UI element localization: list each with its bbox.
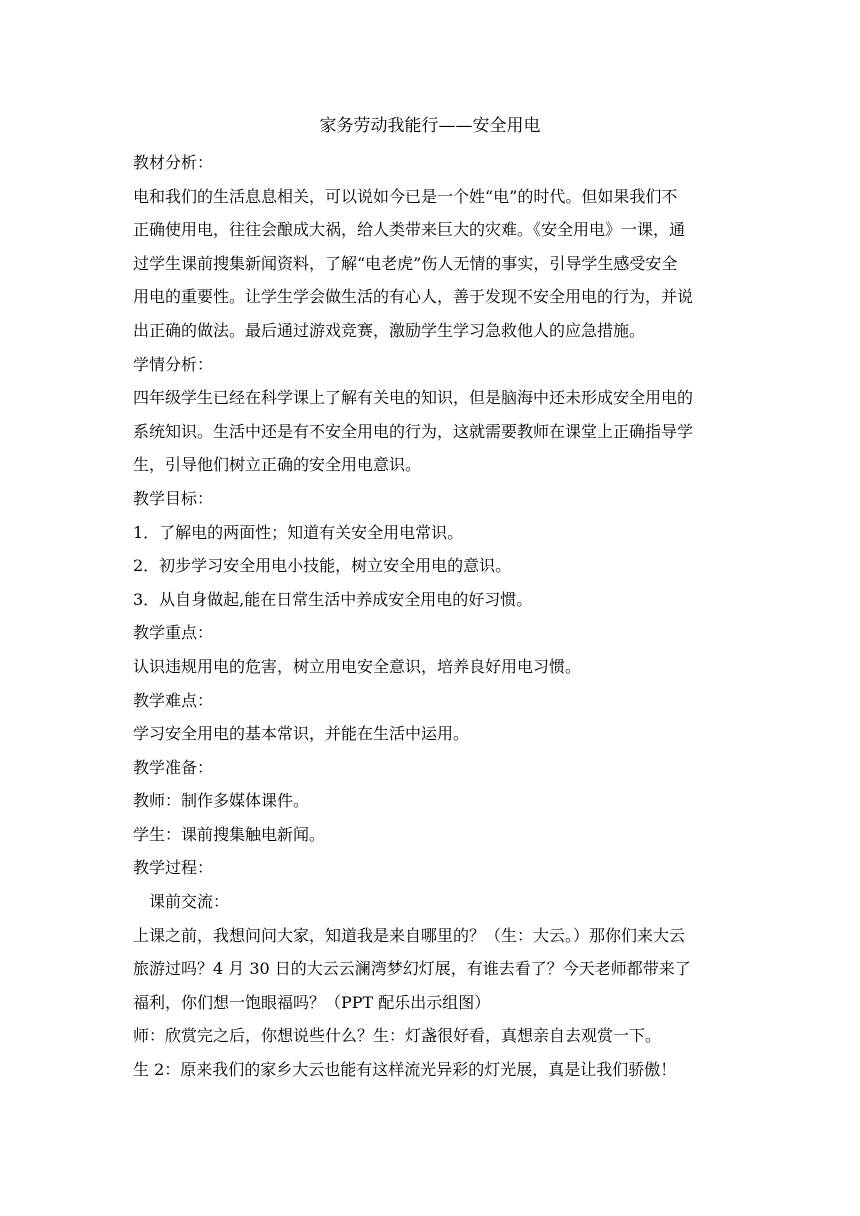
heading-difficulties: 教学难点： bbox=[133, 690, 214, 710]
paragraph-line: 旅游过吗？4 月 30 日的大云云澜湾梦幻灯展，有谁去看了？今天老师都带来了 bbox=[133, 959, 691, 979]
heading-key-points: 教学重点： bbox=[133, 623, 214, 643]
goal-item: 2．初步学习安全用电小技能，树立安全用电的意识。 bbox=[133, 556, 512, 576]
heading-teaching-goals: 教学目标： bbox=[133, 488, 214, 508]
paragraph-line: 用电的重要性。让学生学会做生活的有心人，善于发现不安全用电的行为，并说 bbox=[133, 287, 694, 307]
paragraph-line: 认识违规用电的危害，树立用电安全意识，培养良好用电习惯。 bbox=[133, 656, 582, 676]
paragraph-line: 系统知识。生活中还是有不安全用电的行为，这就需要教师在课堂上正确指导学 bbox=[133, 421, 694, 441]
subheading-pre-class: 课前交流： bbox=[149, 892, 230, 912]
paragraph-line: 福利，你们想一饱眼福吗？（PPT 配乐出示组图） bbox=[133, 992, 491, 1012]
goal-item: 1．了解电的两面性；知道有关安全用电常识。 bbox=[133, 522, 464, 542]
paragraph-line: 出正确的做法。最后通过游戏竞赛，激励学生学习急救他人的应急措施。 bbox=[133, 320, 646, 340]
goal-item: 3．从自身做起,能在日常生活中养成安全用电的好习惯。 bbox=[133, 589, 533, 609]
paragraph-line: 上课之前，我想问问大家，知道我是来自哪里的？（生：大云。）那你们来大云 bbox=[133, 925, 686, 945]
paragraph-line: 生 2：原来我们的家乡大云也能有这样流光异彩的灯光展，真是让我们骄傲！ bbox=[133, 1060, 677, 1080]
paragraph-line: 学生：课前搜集触电新闻。 bbox=[133, 824, 326, 844]
paragraph-line: 电和我们的生活息息相关，可以说如今已是一个姓“电”的时代。但如果我们不 bbox=[133, 186, 678, 206]
paragraph-line: 学习安全用电的基本常识，并能在生活中运用。 bbox=[133, 724, 470, 744]
document-title: 家务劳动我能行——安全用电 bbox=[319, 116, 541, 136]
paragraph-line: 师：欣赏完之后，你想说些什么？生：灯盏很好看，真想亲自去观赏一下。 bbox=[133, 1026, 662, 1046]
paragraph-line: 生，引导他们树立正确的安全用电意识。 bbox=[133, 455, 422, 475]
heading-textbook-analysis: 教材分析： bbox=[133, 153, 214, 172]
document-body bbox=[133, 151, 729, 1092]
heading-student-analysis: 学情分析： bbox=[133, 354, 214, 374]
paragraph-line: 正确使用电，往往会酿成大祸，给人类带来巨大的灾难。《安全用电》一课，通 bbox=[133, 220, 686, 240]
paragraph-line: 四年级学生已经在科学课上了解有关电的知识，但是脑海中还未形成安全用电的 bbox=[133, 388, 694, 408]
paragraph-line: 教师：制作多媒体课件。 bbox=[133, 791, 310, 811]
heading-teaching-process: 教学过程： bbox=[133, 858, 214, 878]
paragraph-line: 过学生课前搜集新闻资料，了解“电老虎”伤人无情的事实，引导学生感受安全 bbox=[133, 253, 678, 273]
heading-preparation: 教学准备： bbox=[133, 757, 214, 777]
